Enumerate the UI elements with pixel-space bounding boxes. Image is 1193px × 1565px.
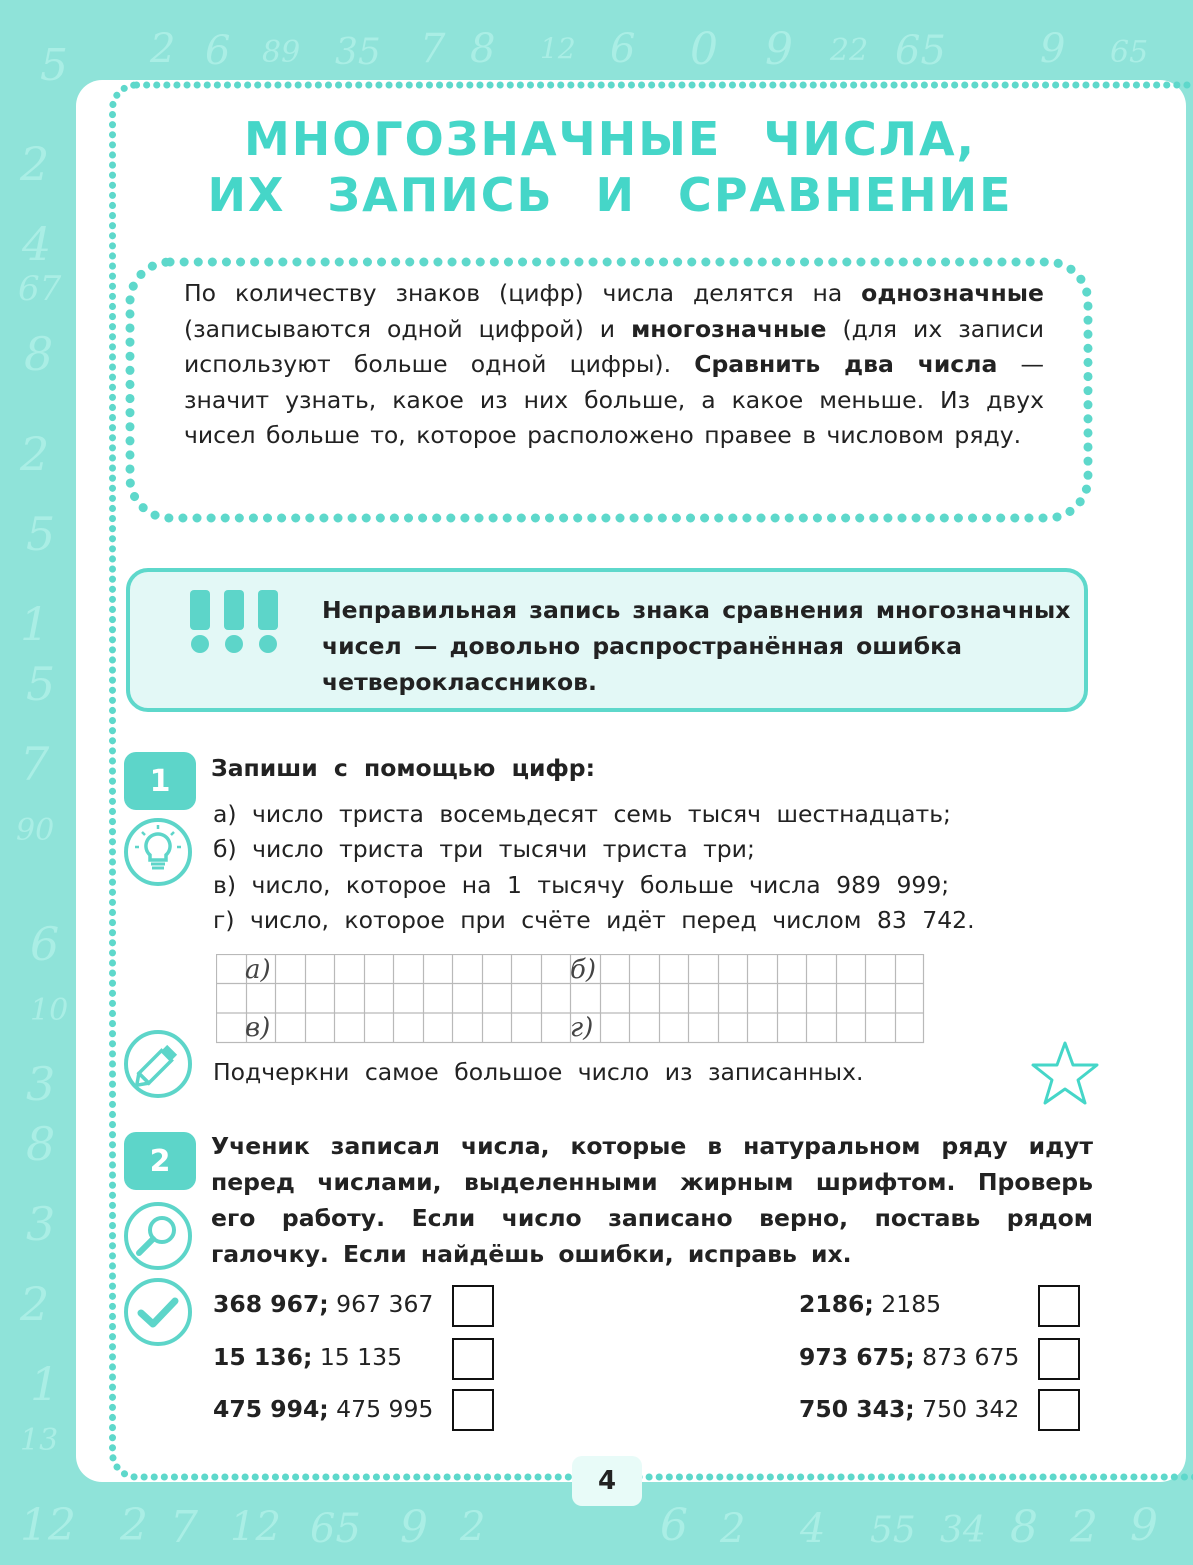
underline-instruction: Подчеркни самое большое число из записанных.: [213, 1058, 864, 1086]
given-number: 368 967;: [213, 1290, 329, 1318]
svg-text:6: 6: [30, 917, 60, 971]
student-answer: 967 367: [336, 1290, 434, 1318]
svg-text:22: 22: [830, 33, 869, 68]
svg-text:8: 8: [24, 327, 54, 381]
svg-text:7: 7: [20, 737, 50, 791]
task-number-badge: 2: [124, 1132, 196, 1190]
student-answer: 475 995: [336, 1395, 434, 1423]
check-row: [799, 1343, 1019, 1371]
svg-text:2: 2: [20, 137, 50, 191]
page-title-line1: МНОГОЗНАЧНЫЕ ЧИСЛА,: [243, 112, 977, 166]
checkmark-icon: [122, 1276, 194, 1348]
task2-text: Ученик записал числа, которые в натуральном ряду идут перед числами, выделенными жирным шрифтом. Проверь его работу. Если число записано верно, поставь рядом галочку. Если найдёшь ошибки, исправь их.: [211, 1132, 1093, 1268]
check-row: [799, 1395, 1019, 1423]
svg-text:10: 10: [30, 993, 69, 1028]
page-title-line2: ИХ ЗАПИСЬ И СРАВНЕНИЕ: [207, 168, 1013, 222]
svg-text:2: 2: [20, 427, 50, 481]
svg-text:90: 90: [16, 813, 55, 848]
svg-text:5: 5: [26, 507, 56, 561]
warning-box: [126, 568, 1088, 712]
svg-text:12: 12: [540, 32, 576, 65]
rule-box: [124, 256, 1094, 524]
check-row: [213, 1395, 433, 1423]
rule-text-part: — значит узнать, какое из них больше, а какое меньше. Из двух чисел больше то, которое расположено правее в числовом ряду.: [184, 350, 1044, 450]
svg-text:5: 5: [40, 40, 68, 91]
given-number: 973 675;: [799, 1343, 915, 1371]
student-answer: 750 342: [922, 1395, 1020, 1423]
page-number: 4: [572, 1456, 642, 1506]
rule-term-multi-digit: многозначные: [631, 314, 827, 343]
svg-text:2: 2: [150, 26, 176, 72]
check-box[interactable]: [1038, 1338, 1080, 1380]
task1-heading: Запиши с помощью цифр:: [211, 754, 595, 782]
svg-text:89: 89: [262, 35, 301, 70]
svg-text:4: 4: [22, 217, 52, 271]
check-box[interactable]: [452, 1338, 494, 1380]
svg-text:3: 3: [26, 1197, 56, 1251]
svg-text:1: 1: [20, 597, 50, 651]
pencil-icon: [122, 1028, 194, 1100]
svg-text:2: 2: [20, 1277, 50, 1331]
svg-text:2: 2: [120, 1500, 148, 1551]
magnifier-icon: [122, 1200, 194, 1272]
check-box[interactable]: [452, 1389, 494, 1431]
given-number: 2186;: [799, 1290, 874, 1318]
svg-text:35: 35: [335, 32, 381, 73]
task1-item-c: в) число, которое на 1 тысячу больше числа 989 999;: [213, 871, 950, 899]
svg-text:55: 55: [870, 1510, 916, 1551]
check-row: [213, 1290, 433, 1318]
svg-text:65: 65: [310, 1506, 361, 1552]
svg-text:9: 9: [765, 24, 793, 75]
svg-text:34: 34: [940, 1510, 986, 1551]
lightbulb-icon: [122, 816, 194, 888]
svg-text:7: 7: [420, 26, 446, 72]
exclamation-icon: [186, 590, 286, 654]
svg-text:65: 65: [1110, 35, 1149, 70]
svg-text:67: 67: [18, 269, 62, 309]
task1-item-a: а) число триста восемьдесят семь тысяч шестнадцать;: [213, 800, 951, 828]
student-answer: 2185: [881, 1290, 942, 1318]
svg-text:2: 2: [1070, 1502, 1098, 1553]
given-number: 750 343;: [799, 1395, 915, 1423]
svg-text:4: 4: [800, 1506, 826, 1552]
rule-text-part: По количеству знаков (цифр) числа делятся на: [184, 279, 862, 307]
warning-text: Неправильная запись знака сравнения многозначных чисел — довольно распространённая ошибка четвероклассников.: [322, 596, 1071, 696]
task1-item-b: б) число триста три тысячи триста три;: [213, 835, 755, 863]
svg-text:12: 12: [230, 1504, 281, 1550]
task-number-badge: 1: [124, 752, 196, 810]
svg-text:6: 6: [205, 28, 231, 74]
check-box[interactable]: [1038, 1285, 1080, 1327]
task1-item-d: г) число, которое при счёте идёт перед числом 83 742.: [213, 906, 975, 934]
check-box[interactable]: [1038, 1389, 1080, 1431]
rule-term-single-digit: однозначные: [861, 279, 1044, 307]
grid-label-v: в): [245, 1013, 271, 1043]
svg-text:8: 8: [470, 26, 496, 72]
rule-text: [184, 276, 1044, 454]
check-row: [213, 1343, 402, 1371]
given-number: 15 136;: [213, 1343, 313, 1371]
grid-label-b: б): [570, 955, 597, 985]
svg-text:8: 8: [1010, 1502, 1038, 1553]
given-number: 475 994;: [213, 1395, 329, 1423]
svg-text:6: 6: [610, 26, 636, 72]
svg-text:1: 1: [30, 1357, 60, 1411]
svg-text:5: 5: [26, 657, 56, 711]
svg-text:9: 9: [1040, 26, 1066, 72]
svg-text:12: 12: [20, 1500, 76, 1551]
rule-text-part: (записываются одной цифрой) и: [184, 314, 632, 343]
svg-text:13: 13: [20, 1423, 59, 1458]
check-row: [799, 1290, 941, 1318]
svg-text:65: 65: [895, 28, 946, 74]
grid-label-a: а): [245, 955, 271, 985]
rule-term-compare: Сравнить два числа: [694, 350, 998, 379]
student-answer: 873 675: [922, 1343, 1020, 1371]
svg-text:8: 8: [26, 1117, 56, 1171]
svg-text:9: 9: [1130, 1500, 1158, 1551]
svg-text:2: 2: [720, 1506, 746, 1552]
student-answer: 15 135: [319, 1343, 403, 1371]
svg-text:3: 3: [26, 1057, 56, 1111]
svg-text:2: 2: [460, 1504, 486, 1550]
svg-text:6: 6: [660, 1500, 688, 1551]
star-icon: [1030, 1040, 1100, 1106]
rule-text-part: (для их записи используют больше одной цифры).: [184, 314, 1044, 379]
svg-text:9: 9: [400, 1502, 428, 1553]
check-box[interactable]: [452, 1285, 494, 1327]
svg-text:0: 0: [690, 24, 718, 75]
svg-text:7: 7: [170, 1502, 198, 1553]
grid-label-g: г): [570, 1013, 594, 1043]
